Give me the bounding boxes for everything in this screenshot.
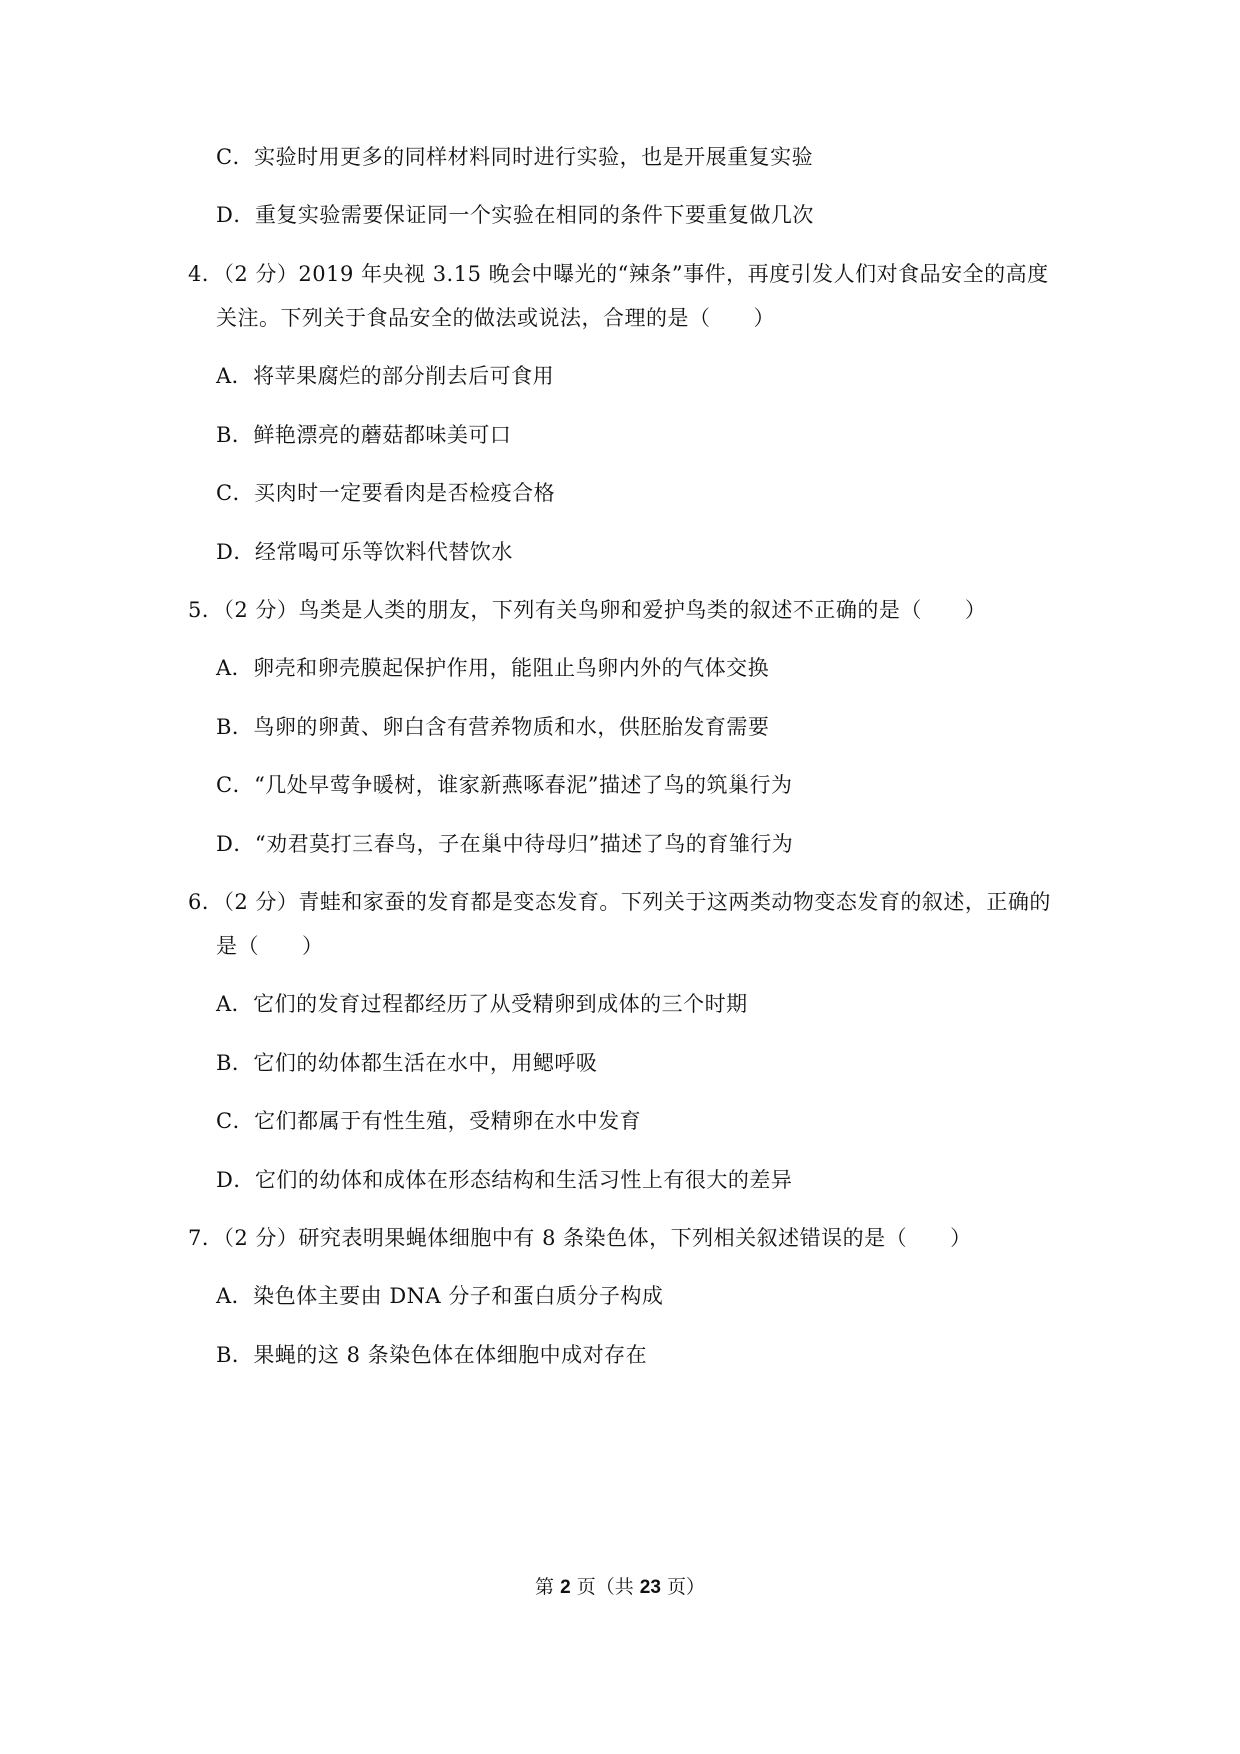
page-footer bbox=[0, 1574, 1240, 1601]
q3-option-c: C．实验时用更多的同样材料同时进行实验，也是开展重复实验 bbox=[216, 145, 814, 169]
footer-suffix: 页） bbox=[660, 1576, 705, 1598]
q3-option-d: D．重复实验需要保证同一个实验在相同的条件下要重复做几次 bbox=[216, 203, 814, 227]
q4-option-d: D．经常喝可乐等饮料代替饮水 bbox=[216, 540, 513, 564]
q5-option-a: A．卵壳和卵壳膜起保护作用，能阻止鸟卵内外的气体交换 bbox=[216, 656, 770, 680]
q5-option-b: B．鸟卵的卵黄、卵白含有营养物质和水，供胚胎发育需要 bbox=[216, 715, 770, 739]
q4-option-c: C．买肉时一定要看肉是否检疫合格 bbox=[216, 481, 556, 505]
q5-option-c: C．“几处早莺争暖树，谁家新燕啄春泥”描述了鸟的筑巢行为 bbox=[216, 773, 793, 797]
q7-stem-line-1: 7．（2 分）研究表明果蝇体细胞中有 8 条染色体，下列相关叙述错误的是（ ） bbox=[188, 1226, 972, 1250]
q4-option-a: A．将苹果腐烂的部分削去后可食用 bbox=[216, 364, 555, 388]
q5-option-d: D．“劝君莫打三春鸟，子在巢中待母归”描述了鸟的育雏行为 bbox=[216, 832, 794, 856]
total-page-count: 23 bbox=[639, 1577, 661, 1598]
q4-option-b: B．鲜艳漂亮的蘑菇都味美可口 bbox=[216, 423, 512, 447]
footer-prefix: 第 bbox=[535, 1576, 561, 1598]
q5-stem-line-1: 5．（2 分）鸟类是人类的朋友，下列有关鸟卵和爱护鸟类的叙述不正确的是（ ） bbox=[188, 598, 987, 622]
q7-option-a: A．染色体主要由 DNA 分子和蛋白质分子构成 bbox=[216, 1284, 664, 1308]
q6-option-c: C．它们都属于有性生殖，受精卵在水中发育 bbox=[216, 1109, 642, 1133]
q6-stem-line-1: 6．（2 分）青蛙和家蚕的发育都是变态发育。下列关于这两类动物变态发育的叙述，正确的 bbox=[188, 890, 1051, 914]
q6-option-a: A．它们的发育过程都经历了从受精卵到成体的三个时期 bbox=[216, 992, 748, 1016]
q6-stem-line-2: 是（ ） bbox=[216, 934, 324, 958]
q6-option-d: D．它们的幼体和成体在形态结构和生活习性上有很大的差异 bbox=[216, 1168, 793, 1192]
q4-stem-line-1: 4．（2 分）2019 年央视 3.15 晚会中曝光的“辣条”事件，再度引发人们对食品安全的高度 bbox=[188, 262, 1049, 286]
q4-stem-line-2: 关注。下列关于食品安全的做法或说法，合理的是（ ） bbox=[216, 306, 775, 330]
q6-option-b: B．它们的幼体都生活在水中，用鳃呼吸 bbox=[216, 1051, 598, 1075]
current-page-number: 2 bbox=[560, 1577, 571, 1598]
footer-middle: 页（共 bbox=[570, 1576, 640, 1598]
q7-option-b: B．果蝇的这 8 条染色体在体细胞中成对存在 bbox=[216, 1343, 648, 1367]
